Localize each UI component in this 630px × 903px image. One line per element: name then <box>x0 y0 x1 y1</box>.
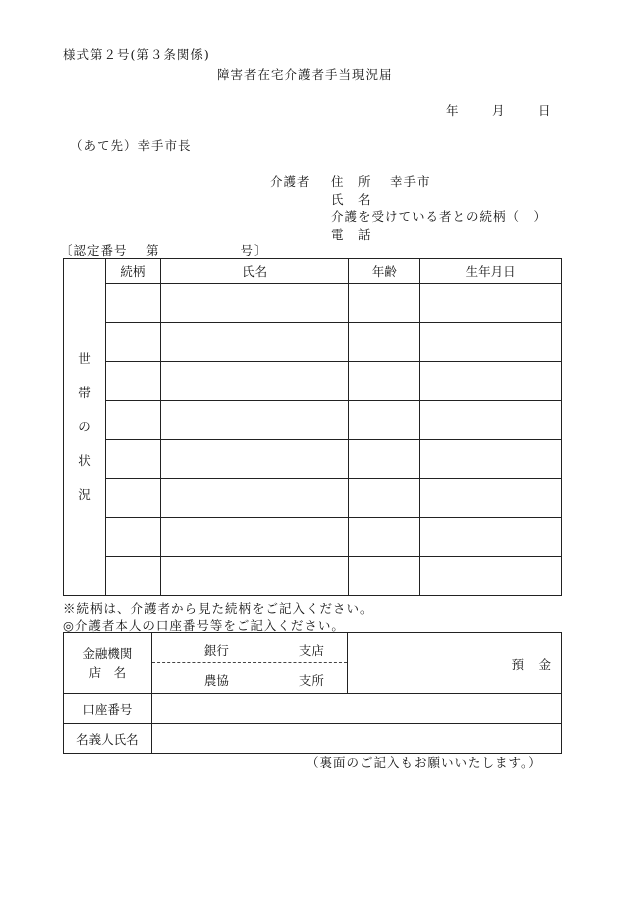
phone-label: 電 話 <box>331 227 372 242</box>
page-title: 障害者在宅介護者手当現況届 <box>217 67 393 82</box>
name-cell[interactable] <box>160 518 349 557</box>
note-relation: ※続柄は、介護者から見た続柄をご記入ください。 <box>63 601 374 616</box>
age-cell[interactable] <box>349 479 420 518</box>
name-cell[interactable] <box>160 557 349 596</box>
institution-divider <box>152 662 348 663</box>
deposit-label: 預 金 <box>511 657 552 672</box>
relation-cell[interactable] <box>105 440 160 479</box>
birthdate-cell[interactable] <box>420 557 562 596</box>
table-row <box>64 284 562 323</box>
name-cell[interactable] <box>160 401 349 440</box>
note-account: ◎介護者本人の口座番号等をご記入ください。 <box>63 618 345 633</box>
relation-cell[interactable] <box>105 401 160 440</box>
age-cell[interactable] <box>349 284 420 323</box>
institution-label: 金融機関 店 名 <box>64 633 152 694</box>
birthdate-cell[interactable] <box>420 284 562 323</box>
table-row <box>64 362 562 401</box>
name-cell[interactable] <box>160 440 349 479</box>
household-header-row <box>64 259 562 284</box>
household-side-label: 世 帯 の 状 況 <box>64 259 106 596</box>
name-label: 氏 名 <box>331 192 372 207</box>
account-number-cell[interactable] <box>151 694 561 724</box>
table-row <box>64 401 562 440</box>
holder-name-cell[interactable] <box>151 724 561 754</box>
table-row <box>64 440 562 479</box>
date-month: 月 <box>492 103 505 118</box>
cert-number: 〔認定番号 第 号〕 <box>60 243 268 258</box>
table-row <box>64 557 562 596</box>
birthdate-cell[interactable] <box>420 518 562 557</box>
header-relation: 続柄 <box>105 259 160 284</box>
bank-institution-row <box>64 633 562 694</box>
name-cell[interactable] <box>160 362 349 401</box>
address-label: 住 所 <box>331 174 372 189</box>
holder-label: 名義人氏名 <box>64 724 152 754</box>
bank-label: 銀行 <box>203 643 229 658</box>
form-number: 様式第２号(第３条関係) <box>63 47 210 62</box>
address-value: 幸手市 <box>390 174 431 189</box>
name-cell[interactable] <box>160 323 349 362</box>
age-cell[interactable] <box>349 557 420 596</box>
date-day: 日 <box>538 103 551 118</box>
header-name: 氏名 <box>160 259 349 284</box>
account-label: 口座番号 <box>64 694 152 724</box>
age-cell[interactable] <box>349 440 420 479</box>
nokyo-label: 農協 <box>203 673 229 688</box>
table-row <box>64 479 562 518</box>
table-row <box>64 518 562 557</box>
relation-cell[interactable] <box>105 284 160 323</box>
bank-table <box>63 632 562 754</box>
bank-account-row <box>64 694 562 724</box>
deposit-cell[interactable] <box>348 633 562 694</box>
date-year: 年 <box>446 103 459 118</box>
relation-label: 介護を受けている者との続柄（ ） <box>331 209 548 224</box>
birthdate-cell[interactable] <box>420 401 562 440</box>
branch-office-label: 支所 <box>298 673 324 688</box>
institution-cell[interactable] <box>151 633 348 694</box>
footer-note: （裏面のご記入もお願いいたします。） <box>306 755 542 770</box>
name-cell[interactable] <box>160 479 349 518</box>
header-age: 年齢 <box>349 259 420 284</box>
addressee: （あて先）幸手市長 <box>70 138 192 153</box>
header-birthdate: 生年月日 <box>420 259 562 284</box>
age-cell[interactable] <box>349 323 420 362</box>
birthdate-cell[interactable] <box>420 362 562 401</box>
relation-cell[interactable] <box>105 323 160 362</box>
birthdate-cell[interactable] <box>420 440 562 479</box>
applicant-role: 介護者 <box>270 174 311 189</box>
relation-cell[interactable] <box>105 479 160 518</box>
relation-cell[interactable] <box>105 362 160 401</box>
age-cell[interactable] <box>349 401 420 440</box>
branch-label: 支店 <box>298 643 324 658</box>
household-table <box>63 258 562 596</box>
relation-cell[interactable] <box>105 557 160 596</box>
birthdate-cell[interactable] <box>420 479 562 518</box>
relation-cell[interactable] <box>105 518 160 557</box>
table-row <box>64 323 562 362</box>
bank-holder-row <box>64 724 562 754</box>
age-cell[interactable] <box>349 518 420 557</box>
age-cell[interactable] <box>349 362 420 401</box>
birthdate-cell[interactable] <box>420 323 562 362</box>
name-cell[interactable] <box>160 284 349 323</box>
